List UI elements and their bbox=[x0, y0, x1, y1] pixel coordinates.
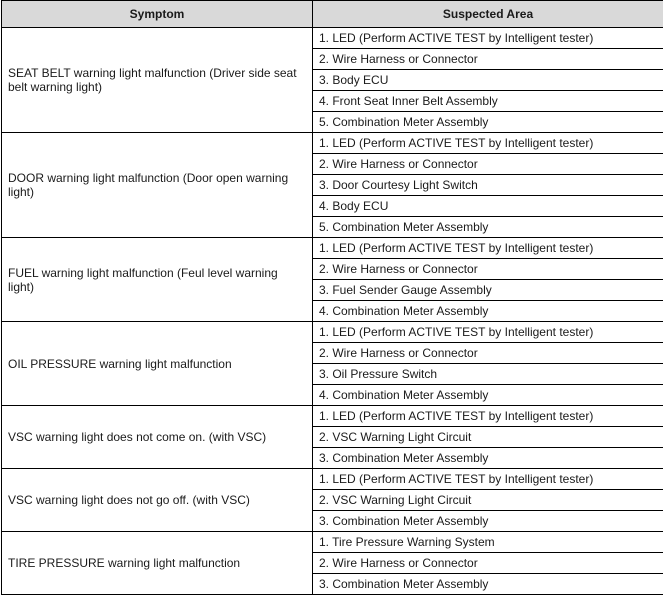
suspected-area-cell: 5. Combination Meter Assembly bbox=[313, 112, 663, 133]
suspected-area-cell: 2. Wire Harness or Connector bbox=[313, 259, 663, 280]
suspected-area-cell: 1. LED (Perform ACTIVE TEST by Intelligent tester) bbox=[313, 469, 663, 490]
suspected-area-cell: 3. Fuel Sender Gauge Assembly bbox=[313, 280, 663, 301]
suspected-area-cell: 2. Wire Harness or Connector bbox=[313, 343, 663, 364]
suspected-area-cell: 3. Combination Meter Assembly bbox=[313, 574, 663, 595]
table-row bbox=[2, 238, 663, 259]
suspected-area-cell: 2. VSC Warning Light Circuit bbox=[313, 427, 663, 448]
suspected-area-cell: 2. Wire Harness or Connector bbox=[313, 553, 663, 574]
suspected-area-cell: 5. Combination Meter Assembly bbox=[313, 217, 663, 238]
suspected-area-cell: 2. Wire Harness or Connector bbox=[313, 49, 663, 70]
symptom-cell: VSC warning light does not come on. (with VSC) bbox=[2, 406, 313, 469]
table-row bbox=[2, 532, 663, 553]
suspected-area-cell: 4. Body ECU bbox=[313, 196, 663, 217]
suspected-area-cell: 1. Tire Pressure Warning System bbox=[313, 532, 663, 553]
header-row bbox=[2, 1, 663, 28]
suspected-area-cell: 4. Front Seat Inner Belt Assembly bbox=[313, 91, 663, 112]
suspected-area-cell: 1. LED (Perform ACTIVE TEST by Intelligent tester) bbox=[313, 322, 663, 343]
suspected-area-cell: 2. Wire Harness or Connector bbox=[313, 154, 663, 175]
table-row bbox=[2, 28, 663, 49]
suspected-area-cell: 1. LED (Perform ACTIVE TEST by Intelligent tester) bbox=[313, 133, 663, 154]
suspected-area-cell: 2. VSC Warning Light Circuit bbox=[313, 490, 663, 511]
suspected-area-cell: 1. LED (Perform ACTIVE TEST by Intelligent tester) bbox=[313, 238, 663, 259]
table-row bbox=[2, 133, 663, 154]
symptom-cell: DOOR warning light malfunction (Door open warning light) bbox=[2, 133, 313, 238]
suspected-area-cell: 3. Body ECU bbox=[313, 70, 663, 91]
symptom-cell: OIL PRESSURE warning light malfunction bbox=[2, 322, 313, 406]
suspected-area-column-header: Suspected Area bbox=[313, 1, 663, 28]
suspected-area-cell: 3. Door Courtesy Light Switch bbox=[313, 175, 663, 196]
symptom-cell: VSC warning light does not go off. (with VSC) bbox=[2, 469, 313, 532]
suspected-area-cell: 3. Oil Pressure Switch bbox=[313, 364, 663, 385]
symptom-cell: SEAT BELT warning light malfunction (Driver side seat belt warning light) bbox=[2, 28, 313, 133]
symptom-cell: FUEL warning light malfunction (Feul level warning light) bbox=[2, 238, 313, 322]
suspected-area-cell: 3. Combination Meter Assembly bbox=[313, 448, 663, 469]
table-row bbox=[2, 406, 663, 427]
suspected-area-cell: 1. LED (Perform ACTIVE TEST by Intelligent tester) bbox=[313, 406, 663, 427]
table-body bbox=[2, 28, 663, 595]
suspected-area-cell: 3. Combination Meter Assembly bbox=[313, 511, 663, 532]
symptom-cell: TIRE PRESSURE warning light malfunction bbox=[2, 532, 313, 595]
table-row bbox=[2, 469, 663, 490]
table-row bbox=[2, 322, 663, 343]
suspected-area-cell: 4. Combination Meter Assembly bbox=[313, 301, 663, 322]
suspected-area-cell: 4. Combination Meter Assembly bbox=[313, 385, 663, 406]
symptom-table bbox=[1, 0, 663, 595]
symptom-column-header: Symptom bbox=[2, 1, 313, 28]
suspected-area-cell: 1. LED (Perform ACTIVE TEST by Intelligent tester) bbox=[313, 28, 663, 49]
